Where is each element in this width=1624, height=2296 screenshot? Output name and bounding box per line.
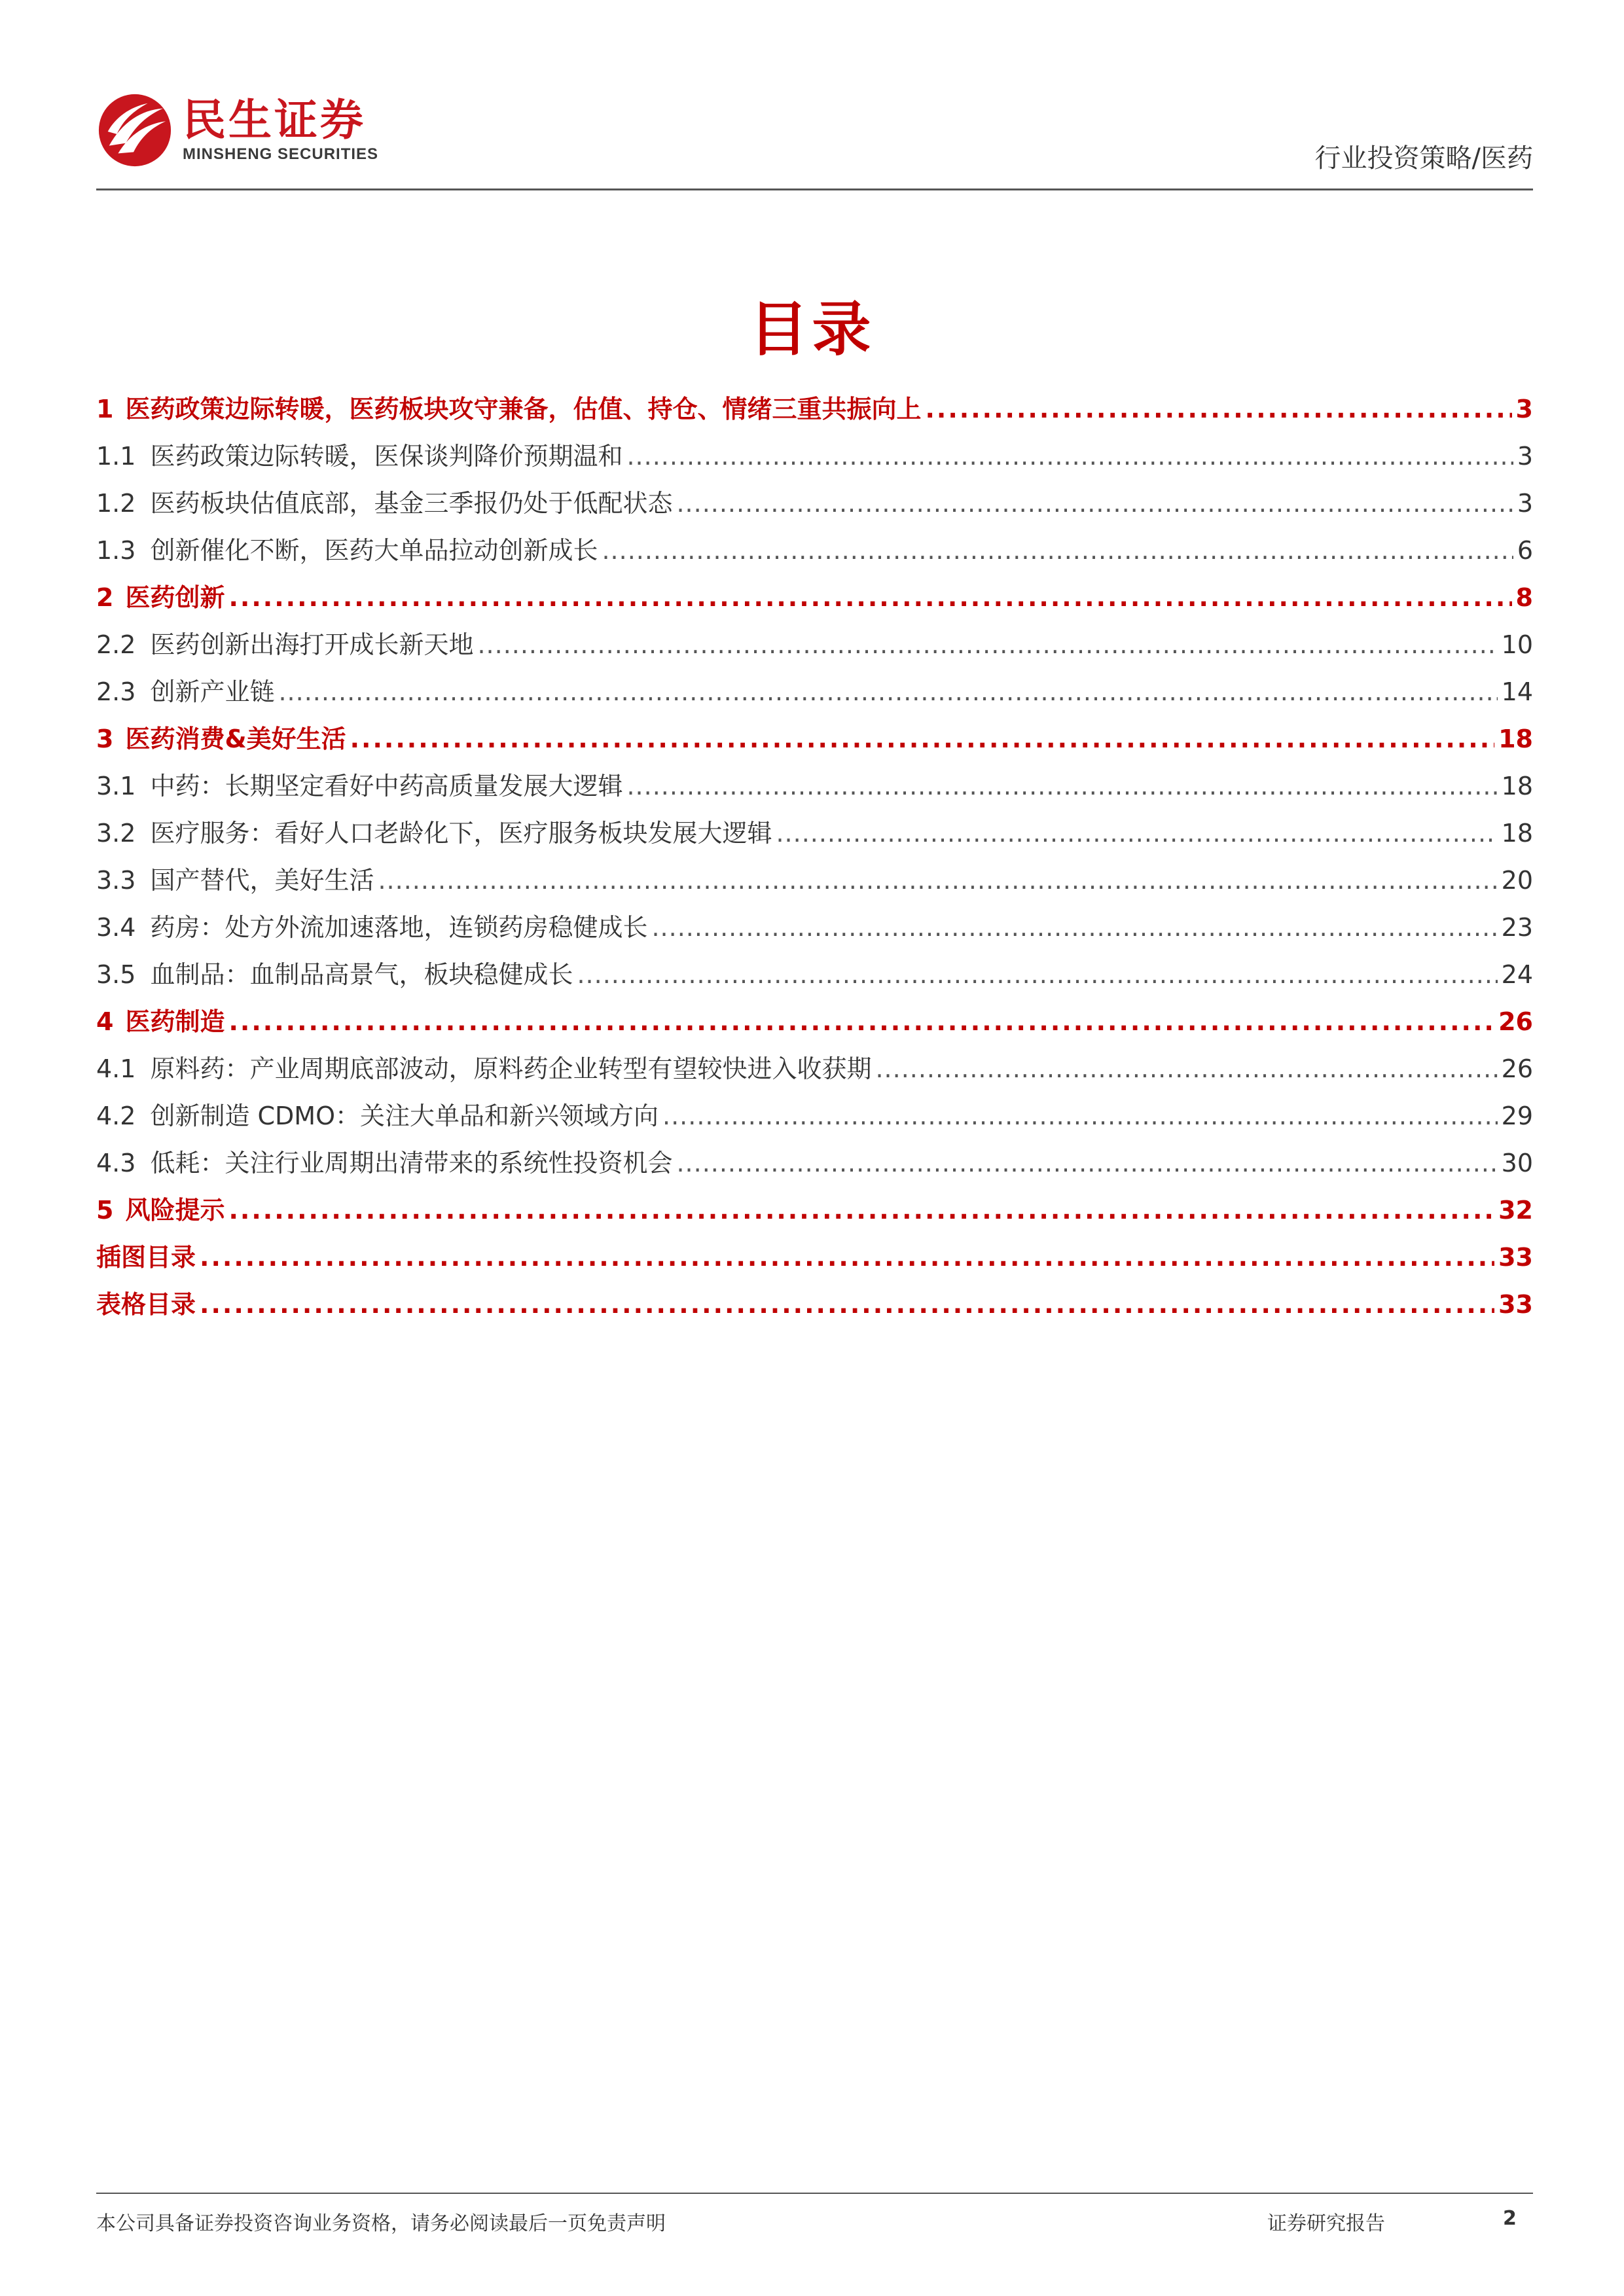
toc-entry-page: 18 (1498, 725, 1533, 753)
toc-entry-page: 33 (1498, 1290, 1533, 1319)
toc-entry-page: 24 (1501, 960, 1533, 989)
toc-entry-page: 29 (1501, 1102, 1533, 1130)
toc-entry-number: 1.3 (96, 536, 136, 565)
toc-entry[interactable] (96, 1049, 1533, 1096)
toc-dot-leader (577, 960, 1497, 989)
report-category: 行业投资策略/医药 (1314, 143, 1533, 173)
toc-entry-page: 18 (1501, 819, 1533, 848)
toc-entry-page: 3 (1517, 442, 1533, 471)
toc-entry-page: 3 (1517, 489, 1533, 518)
toc-dot-leader (676, 1149, 1497, 1177)
toc-entry[interactable] (96, 483, 1533, 530)
toc-entry-number: 4.2 (96, 1102, 136, 1130)
toc-entry[interactable] (96, 954, 1533, 1001)
toc-dot-leader (626, 442, 1513, 471)
toc-entry-title: 医药板块估值底部，基金三季报仍处于低配状态 (150, 489, 673, 518)
toc-entry-number: 3.3 (96, 866, 136, 895)
toc-entry-title: 医药制造 (125, 1007, 225, 1036)
toc-entry-number: 1.2 (96, 489, 136, 518)
toc-entry[interactable] (96, 672, 1533, 719)
toc-entry-title: 医疗服务：看好人口老龄化下，医疗服务板块发展大逻辑 (150, 819, 772, 848)
toc-entry-number: 2.3 (96, 677, 136, 706)
footer-page-number: 2 (1503, 2207, 1517, 2230)
header-divider (96, 188, 1533, 190)
toc-entry-page: 26 (1498, 1007, 1533, 1036)
minsheng-logo-icon (96, 92, 173, 169)
toc-entry-page: 26 (1501, 1054, 1533, 1083)
toc-entry-number: 4.1 (96, 1054, 136, 1083)
toc-entry-title: 创新产业链 (150, 677, 275, 706)
toc-entry-number: 3 (96, 725, 114, 753)
company-logo (96, 92, 378, 169)
toc-entry-number: 4 (96, 1007, 114, 1036)
toc-entry-title: 医药政策边际转暖，医保谈判降价预期温和 (150, 442, 623, 471)
toc-entry[interactable] (96, 813, 1533, 860)
toc-dot-leader (602, 536, 1513, 565)
page-header (96, 92, 1533, 188)
toc-entry-title: 医药消费&美好生活 (125, 725, 346, 753)
toc-entry-page: 23 (1501, 913, 1533, 942)
toc-entry-title: 医药创新 (125, 583, 225, 612)
toc-entry-title: 表格目录 (96, 1290, 196, 1319)
toc-entry-title: 中药：长期坚定看好中药高质量发展大逻辑 (150, 772, 623, 800)
logo-english-name: MINSHENG SECURITIES (183, 145, 379, 163)
toc-entry[interactable] (96, 436, 1533, 483)
toc-entry[interactable] (96, 860, 1533, 907)
toc-entry-title: 药房：处方外流加速落地，连锁药房稳健成长 (150, 913, 648, 942)
logo-chinese-name: 民生证券 (183, 95, 366, 145)
footer-report-type: 证券研究报告 (1267, 2212, 1385, 2235)
toc-entry-page: 3 (1515, 395, 1533, 423)
toc-dot-leader (200, 1243, 1494, 1272)
toc-entry-number: 3.2 (96, 819, 136, 848)
toc-entry[interactable] (96, 1284, 1533, 1331)
toc-dot-leader (228, 583, 1511, 612)
toc-entry-number: 3.1 (96, 772, 136, 800)
toc-entry-page: 32 (1498, 1196, 1533, 1225)
toc-entry-title: 创新催化不断，医药大单品拉动创新成长 (150, 536, 598, 565)
toc-entry-page: 30 (1501, 1149, 1533, 1177)
toc-dot-leader (651, 913, 1497, 942)
toc-entry[interactable] (96, 1001, 1533, 1049)
toc-entry-page: 8 (1515, 583, 1533, 612)
toc-dot-leader (662, 1102, 1498, 1130)
toc-entry-title: 原料药：产业周期底部波动，原料药企业转型有望较快进入收获期 (150, 1054, 872, 1083)
toc-dot-leader (875, 1054, 1497, 1083)
toc-dot-leader (228, 1196, 1494, 1225)
toc-entry-number: 1 (96, 395, 114, 423)
toc-entry-page: 14 (1501, 677, 1533, 706)
footer-disclaimer: 本公司具备证券投资咨询业务资格，请务必阅读最后一页免责声明 (96, 2212, 666, 2235)
toc-entry-title: 创新制造 CDMO：关注大单品和新兴领域方向 (150, 1102, 659, 1130)
toc-entry-number: 3.5 (96, 960, 136, 989)
toc-entry[interactable] (96, 530, 1533, 577)
toc-dot-leader (477, 630, 1497, 659)
toc-entry-number: 4.3 (96, 1149, 136, 1177)
toc-dot-leader (350, 725, 1495, 753)
toc-dot-leader (228, 1007, 1494, 1036)
toc-entry-title: 风险提示 (125, 1196, 225, 1225)
footer-divider (96, 2193, 1533, 2194)
toc-entry-page: 20 (1501, 866, 1533, 895)
toc-entry-title: 医药政策边际转暖，医药板块攻守兼备，估值、持仓、情绪三重共振向上 (125, 395, 922, 423)
toc-dot-leader (200, 1290, 1494, 1319)
toc-entry-number: 2 (96, 583, 114, 612)
toc-dot-leader (776, 819, 1497, 848)
toc-entry-number: 2.2 (96, 630, 136, 659)
table-of-contents (96, 389, 1533, 1331)
toc-entry[interactable] (96, 624, 1533, 672)
toc-entry[interactable] (96, 907, 1533, 954)
toc-dot-leader (925, 395, 1511, 423)
toc-dot-leader (626, 772, 1497, 800)
toc-entry-number: 1.1 (96, 442, 136, 471)
toc-entry-title: 血制品：血制品高景气，板块稳健成长 (150, 960, 573, 989)
toc-entry-page: 18 (1501, 772, 1533, 800)
toc-dot-leader (378, 866, 1497, 895)
toc-entry-title: 医药创新出海打开成长新天地 (150, 630, 474, 659)
toc-entry[interactable] (96, 766, 1533, 813)
toc-entry[interactable] (96, 1143, 1533, 1190)
toc-dot-leader (676, 489, 1513, 518)
toc-entry-page: 6 (1517, 536, 1533, 565)
toc-entry-title: 插图目录 (96, 1243, 196, 1272)
toc-entry[interactable] (96, 389, 1533, 436)
toc-entry[interactable] (96, 719, 1533, 766)
toc-entry-number: 5 (96, 1196, 114, 1225)
toc-entry[interactable] (96, 1190, 1533, 1237)
toc-entry-number: 3.4 (96, 913, 136, 942)
toc-entry-page: 10 (1501, 630, 1533, 659)
toc-entry-title: 低耗：关注行业周期出清带来的系统性投资机会 (150, 1149, 673, 1177)
toc-entry[interactable] (96, 1237, 1533, 1284)
toc-dot-leader (278, 677, 1497, 706)
toc-entry-page: 33 (1498, 1243, 1533, 1272)
toc-entry[interactable] (96, 1096, 1533, 1143)
toc-entry[interactable] (96, 577, 1533, 624)
toc-entry-title: 国产替代，美好生活 (150, 866, 374, 895)
page-title: 目录 (749, 295, 875, 364)
